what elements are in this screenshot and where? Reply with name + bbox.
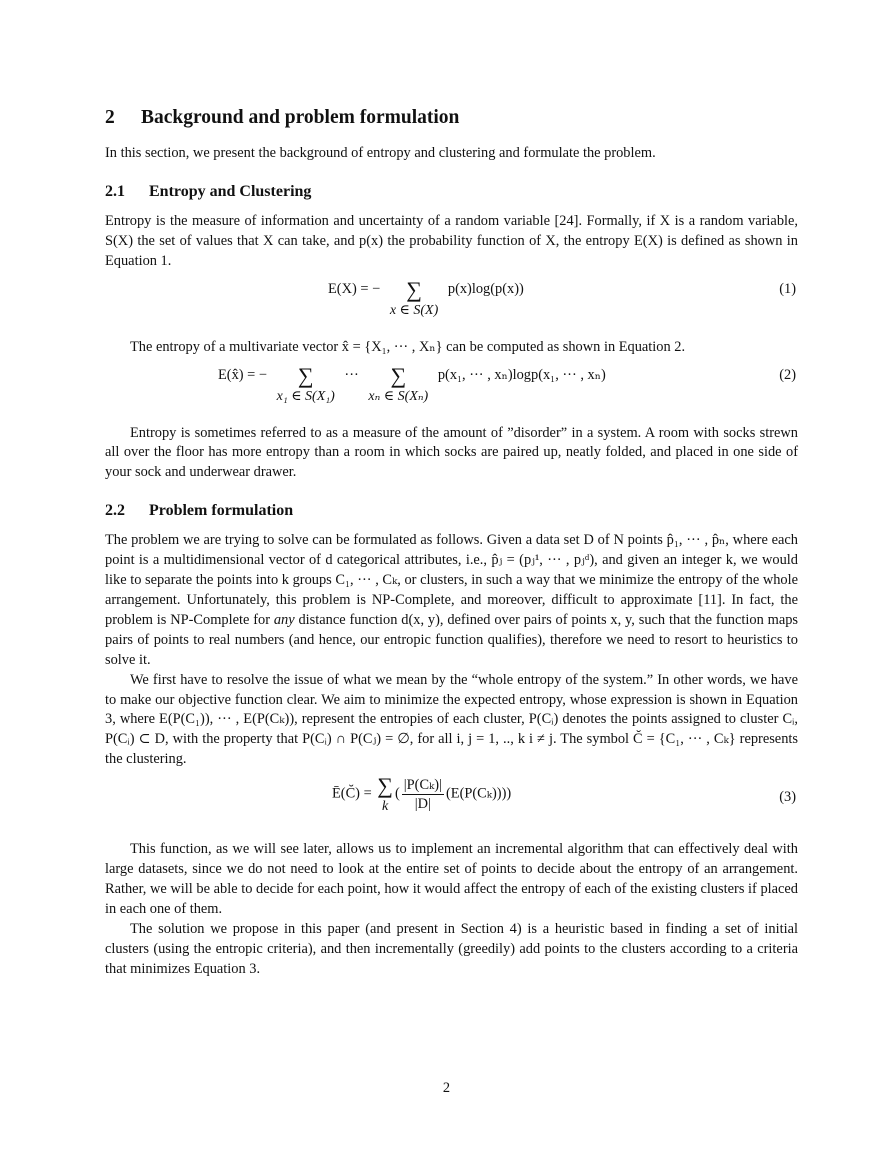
subsection-title: Entropy and Clustering <box>149 182 312 200</box>
eq2-summation-a: ∑ x₁ ∈ S(X₁) <box>276 362 335 404</box>
eq3-lhs: Ē(C̆) = <box>332 785 372 802</box>
subsection-heading-entropy <box>105 182 798 202</box>
eq3-number: (3) <box>779 789 796 806</box>
eq3-denominator: |D| <box>414 796 431 813</box>
subsection-title: Problem formulation <box>149 502 294 520</box>
eq3-open-paren: ( <box>394 785 400 802</box>
equation-1 <box>105 276 798 338</box>
eq2-number: (2) <box>779 366 796 383</box>
section-heading <box>105 106 798 130</box>
eq3-fraction <box>402 776 444 813</box>
eq3-numerator: |P(Cₖ)| <box>403 777 442 794</box>
paragraph-problem-part-b: distance function d(x, y), defined over pairs of points x, y, such that the function maps pairs of points to real numbers (and hence, our entropic function qualifies), therefore we need to resort to heuristics to solve it. <box>105 611 798 668</box>
eq1-lhs: E(X) = − <box>328 280 381 297</box>
eq3-sum-index: k <box>382 799 389 815</box>
paragraph-problem-part-a: The problem we are trying to solve can be formulated as follows. Given a data set D of N points p̂₁, ··· , p̂ₙ, where each point is a multidimensional vector of d categorical attributes, i.e., p̂ⱼ = (pⱼ¹, ··· , pⱼᵈ), and given an integer k, we would like to separate the points into k groups C₁, ··· , Cₖ, or clusters, in such a way that we minimize the entropy of the whole arrangement. Unfortunately, this problem is NP-Complete, and moreover, difficult to approximate [11]. In fact, the problem is NP-Complete for <box>105 532 798 628</box>
paragraph-entropy-definition: Entropy is the measure of information and uncertainty of a random variable [24]. Formally, if X is a random variable, S(X) the set of values that X can take, and p(x) the probability function of X, the entropy E(X) is defined as shown in Equation 1. <box>105 212 798 269</box>
page-number: 2 <box>442 1080 451 1096</box>
paragraph-multivariate: The entropy of a multivariate vector x̂ = {X₁, ··· , Xₙ} can be computed as shown in Equation 2. <box>130 338 686 355</box>
paragraph-problem-emphasis: any <box>273 611 295 628</box>
equation-2 <box>105 362 798 424</box>
section-title: Background and problem formulation <box>141 107 460 128</box>
eq1-rhs: p(x)log(p(x)) <box>447 280 524 297</box>
page-body <box>105 96 798 979</box>
paragraph-incremental: This function, as we will see later, allows us to implement an incremental algorithm that can effectively deal with large datasets, since we do not need to look at the entire set of points to decide about the entropy of an arrangement. Rather, we will be able to decide for each point, how it would affect the entropy of each of the existing clusters if placed in each one of them. <box>105 841 798 917</box>
paragraph-disorder: Entropy is sometimes referred to as a measure of the amount of ”disorder” in a system. A room with socks strewn all over the floor has more entropy than a room in which socks are paired up, neatly folded, and placed in one side of your sock and underwear drawer. <box>105 424 798 481</box>
intro-paragraph: In this section, we present the background of entropy and clustering and formulate the problem. <box>105 145 656 161</box>
subsection-number: 2.1 <box>105 182 125 200</box>
eq2-sum-index-a: x₁ ∈ S(X₁) <box>276 388 335 404</box>
eq2-rhs: p(x₁, ··· , xₙ)logp(x₁, ··· , xₙ) <box>437 366 606 383</box>
section-number: 2 <box>105 107 115 128</box>
eq2-lhs: E(x̂) = − <box>218 366 267 383</box>
subsection-heading-problem <box>105 501 798 521</box>
subsection-number: 2.2 <box>105 502 125 520</box>
eq1-summation: ∑ x ∈ S(X) <box>389 276 439 318</box>
eq3-summation: ∑ k <box>377 773 393 815</box>
paragraph-objective: We first have to resolve the issue of what we mean by the “whole entropy of the system.” In other words, we have to make our objective function clear. We aim to minimize the expected entropy, whose expression is shown in Equation 3, where E(P(C₁)), ··· , E(P(Cₖ)), represent the entropies of each cluster, P(Cᵢ) denotes the points assigned to cluster Cᵢ, P(Cᵢ) ⊂ D, with the property that P(Cᵢ) ∩ P(Cⱼ) = ∅, for all i, j = 1, .., k i ≠ j. The symbol C̆ = {C₁, ··· , Cₖ} represents the clustering. <box>105 671 798 768</box>
eq2-sum-index-b: xₙ ∈ S(Xₙ) <box>368 388 429 404</box>
eq2-summation-b: ∑ xₙ ∈ S(Xₙ) <box>368 362 429 404</box>
eq1-sum-index: x ∈ S(X) <box>389 302 439 318</box>
equation-3 <box>105 773 798 840</box>
paragraph-solution: The solution we propose in this paper (and present in Section 4) is a heuristic based in finding a set of initial clusters (using the entropic criteria), and then incrementally (greedily) add points to the clusters according to a criteria that minimizes Equation 3. <box>105 920 798 977</box>
eq1-number: (1) <box>779 280 796 297</box>
paragraph-problem <box>105 531 798 670</box>
eq3-rhs: (E(P(Cₖ)))) <box>445 785 512 802</box>
eq2-dots: ··· <box>344 366 359 383</box>
